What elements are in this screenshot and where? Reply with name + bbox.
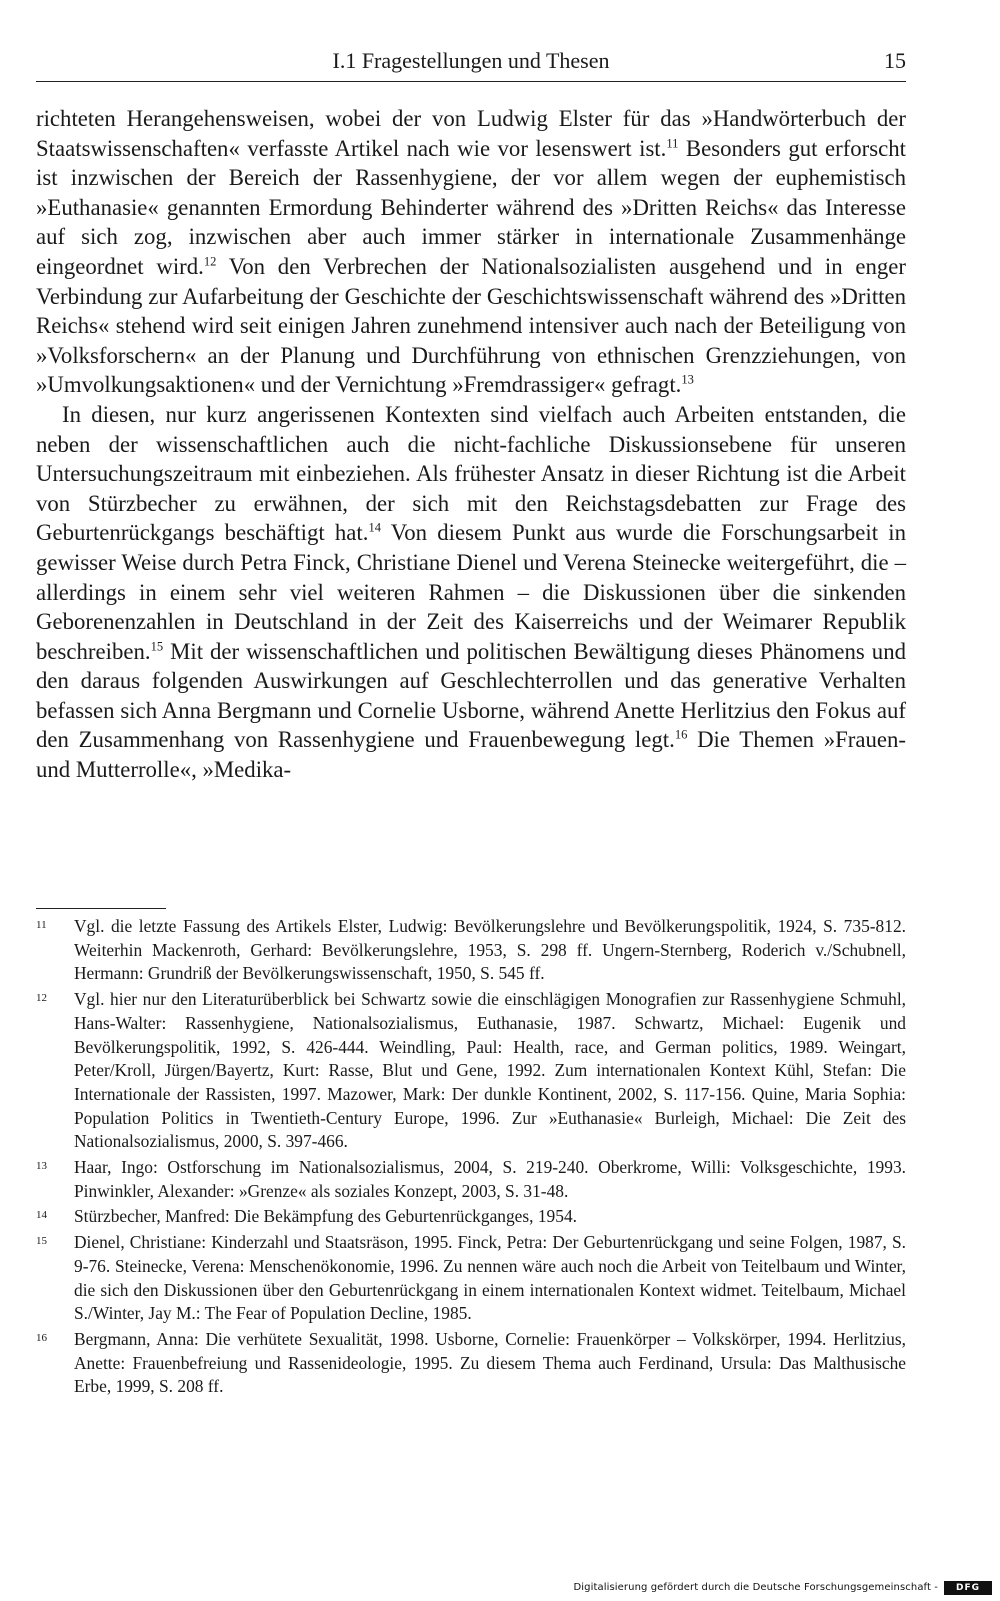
footnote-number: 16 bbox=[36, 1331, 47, 1344]
footnote-reference[interactable]: 14 bbox=[368, 520, 381, 535]
footnote bbox=[36, 1205, 906, 1229]
digitization-note: Digitalisierung gefördert durch die Deutsche Forschungsgemeinschaft - bbox=[573, 1582, 938, 1593]
footnote-text: Stürzbecher, Manfred: Die Bekämpfung des Geburtenrückganges, 1954. bbox=[74, 1206, 577, 1227]
footnote-number: 12 bbox=[36, 992, 47, 1005]
body-text bbox=[36, 104, 906, 785]
page-number: 15 bbox=[884, 48, 906, 73]
text-run: Von den Verbrechen der Nationalsozialisten ausgehend und in enger Verbindung zur Aufarbeitung der Geschichte der Geschichtswissenschaft während des »Dritten Reichs« stehend wird seit einigen Jahren zunehmend intensiver auch nach der Beteiligung von »Volksforschern« an der Planung und Durchführung von ethnischen Grenzziehungen, von »Umvolkungsaktionen« und der Vernichtung »Fremdrassiger« gefragt. bbox=[36, 253, 906, 398]
footnote bbox=[36, 915, 906, 986]
text-run: richteten Herangehensweisen, wobei der von Ludwig Elster für das »Handwörterbuch der Staatswissenschaften« verfasste Artikel nach wie vor lesenswert ist. bbox=[36, 106, 906, 161]
footnote-text: Vgl. hier nur den Literaturüberblick bei Schwartz sowie die einschlägigen Monografien zur Rassenhygiene Schmuhl, Hans-Walter: Rassenhygiene, Nationalsozialismus, Euthanasie, 1987. Schwartz, Michael: Eugenik und Bevölkerungspolitik, 1992, S. 426-444. Weindling, Paul: Health, race, and German politics, 1989. Weingart, Peter/Kroll, Jürgen/Bayertz, Kurt: Rasse, Blut und Gene, 1992. Zum internationalen Kontext Kühl, Stefan: Die Internationale der Rassisten, 1997. Mazower, Mark: Der dunkle Kontinent, 2002, S. 117-156. Quine, Maria Sophia: Population Politics in Twentieth-Century Europe, 1996. Zur »Euthanasie« Burleigh, Michael: Die Zeit des Nationalsozialismus, 2000, S. 397-466. bbox=[74, 989, 906, 1152]
footnote-reference[interactable]: 15 bbox=[150, 639, 164, 654]
footnote-number: 13 bbox=[36, 1160, 47, 1173]
footnote bbox=[36, 1328, 906, 1399]
footnote-reference[interactable]: 11 bbox=[666, 136, 679, 150]
footnote bbox=[36, 1231, 906, 1326]
body-paragraph bbox=[36, 400, 906, 785]
footnote-divider bbox=[36, 908, 166, 909]
footnote-number: 14 bbox=[36, 1209, 47, 1222]
running-title: I.1 Fragestellungen und Thesen bbox=[332, 48, 610, 73]
footnote-reference[interactable]: 13 bbox=[681, 372, 694, 387]
footnote-number: 11 bbox=[36, 919, 47, 931]
footnote-text: Vgl. die letzte Fassung des Artikels Elster, Ludwig: Bevölkerungslehre und Bevölkerungspolitik, 1924, S. 735-812. Weiterhin Mackenroth, Gerhard: Bevölkerungslehre, 1953, S. 298 ff. Ungern-Sternberg, Roderich v./Schubnell, Hermann: Grundriß der Bevölkerungswissenschaft, 1950, S. 545 ff. bbox=[74, 916, 906, 984]
dfg-logo: DFG bbox=[944, 1581, 992, 1595]
text-run: Die Themen »Frauen- und Mutterrolle«, »Medika- bbox=[36, 727, 906, 783]
body-paragraph bbox=[36, 104, 906, 400]
footnote bbox=[36, 1156, 906, 1203]
footnote bbox=[36, 988, 906, 1154]
header-divider bbox=[36, 81, 906, 82]
footnote-text: Bergmann, Anna: Die verhütete Sexualität, 1998. Usborne, Cornelie: Frauenkörper – Volkskörper, 1994. Herlitzius, Anette: Frauenbefreiung und Rassenideologie, 1995. Zu diesem Thema auch Ferdinand, Ursula: Das Malthusische Erbe, 1999, S. 208 ff. bbox=[74, 1328, 906, 1397]
footnote-number: 15 bbox=[36, 1235, 47, 1248]
page-header bbox=[36, 46, 906, 76]
footnote-reference[interactable]: 16 bbox=[674, 727, 688, 742]
text-run: In diesen, nur kurz angerissenen Kontexten sind vielfach auch Arbeiten entstanden, die neben der wissenschaftlichen auch die nicht-fachliche Diskussionsebene für unseren Untersuchungszeitraum mit einbeziehen. Als frühester Ansatz in dieser Richtung ist die Arbeit von Stürzbecher zu erwähnen, der sich mit den Reichstagsdebatten zur Frage des Geburtenrückgangs beschäftigt hat. bbox=[36, 401, 906, 546]
text-run: Besonders gut erforscht ist inzwischen der Bereich der Rassenhygiene, der vor allem wegen der euphemistisch »Euthanasie« genannten Ermordung Behinderter während des »Dritten Reichs« das Interesse auf sich zog, inzwischen aber auch immer stärker in internationale Zusammenhänge eingeordnet wird. bbox=[36, 135, 906, 279]
footnotes bbox=[36, 915, 906, 1401]
footnote-reference[interactable]: 12 bbox=[203, 254, 217, 269]
text-run: Von diesem Punkt aus wurde die Forschungsarbeit in gewisser Weise durch Petra Finck, Christiane Dienel und Verena Steinecke weitergeführt, die – allerdings in einem sehr viel weiteren Rahmen – die Diskussionen über die sinkenden Geborenenzahlen in Deutschland in der Zeit des Kaiserreichs und der Weimarer Republik beschreiben. bbox=[36, 520, 906, 664]
text-run: Mit der wissenschaftlichen und politischen Bewältigung dieses Phänomens und den daraus folgenden Auswirkungen auf Geschlechterrollen und das generative Verhalten befassen sich Anna Bergmann und Cornelie Usborne, während Anette Herlitzius den Fokus auf den Zusammenhang von Rassenhygiene und Frauenbewegung legt. bbox=[36, 638, 906, 753]
footnote-text: Dienel, Christiane: Kinderzahl und Staatsräson, 1995. Finck, Petra: Der Geburtenrückgang und seine Folgen, 1987, S. 9-76. Steinecke, Verena: Menschenökonomie, 1996. Zu nennen wäre auch noch die Arbeit von Teitelbaum und Winter, die sich den Diskussionen über den Geburtenrückgang in einem internationalen Kontext widmet. Teitelbaum, Michael S./Winter, Jay M.: The Fear of Population Decline, 1985. bbox=[74, 1232, 906, 1324]
footnote-text: Haar, Ingo: Ostforschung im Nationalsozialismus, 2004, S. 219-240. Oberkrome, Willi: Volksgeschichte, 1993. Pinwinkler, Alexander: »Grenze« als soziales Konzept, 2003, S. 31-48. bbox=[74, 1157, 906, 1201]
